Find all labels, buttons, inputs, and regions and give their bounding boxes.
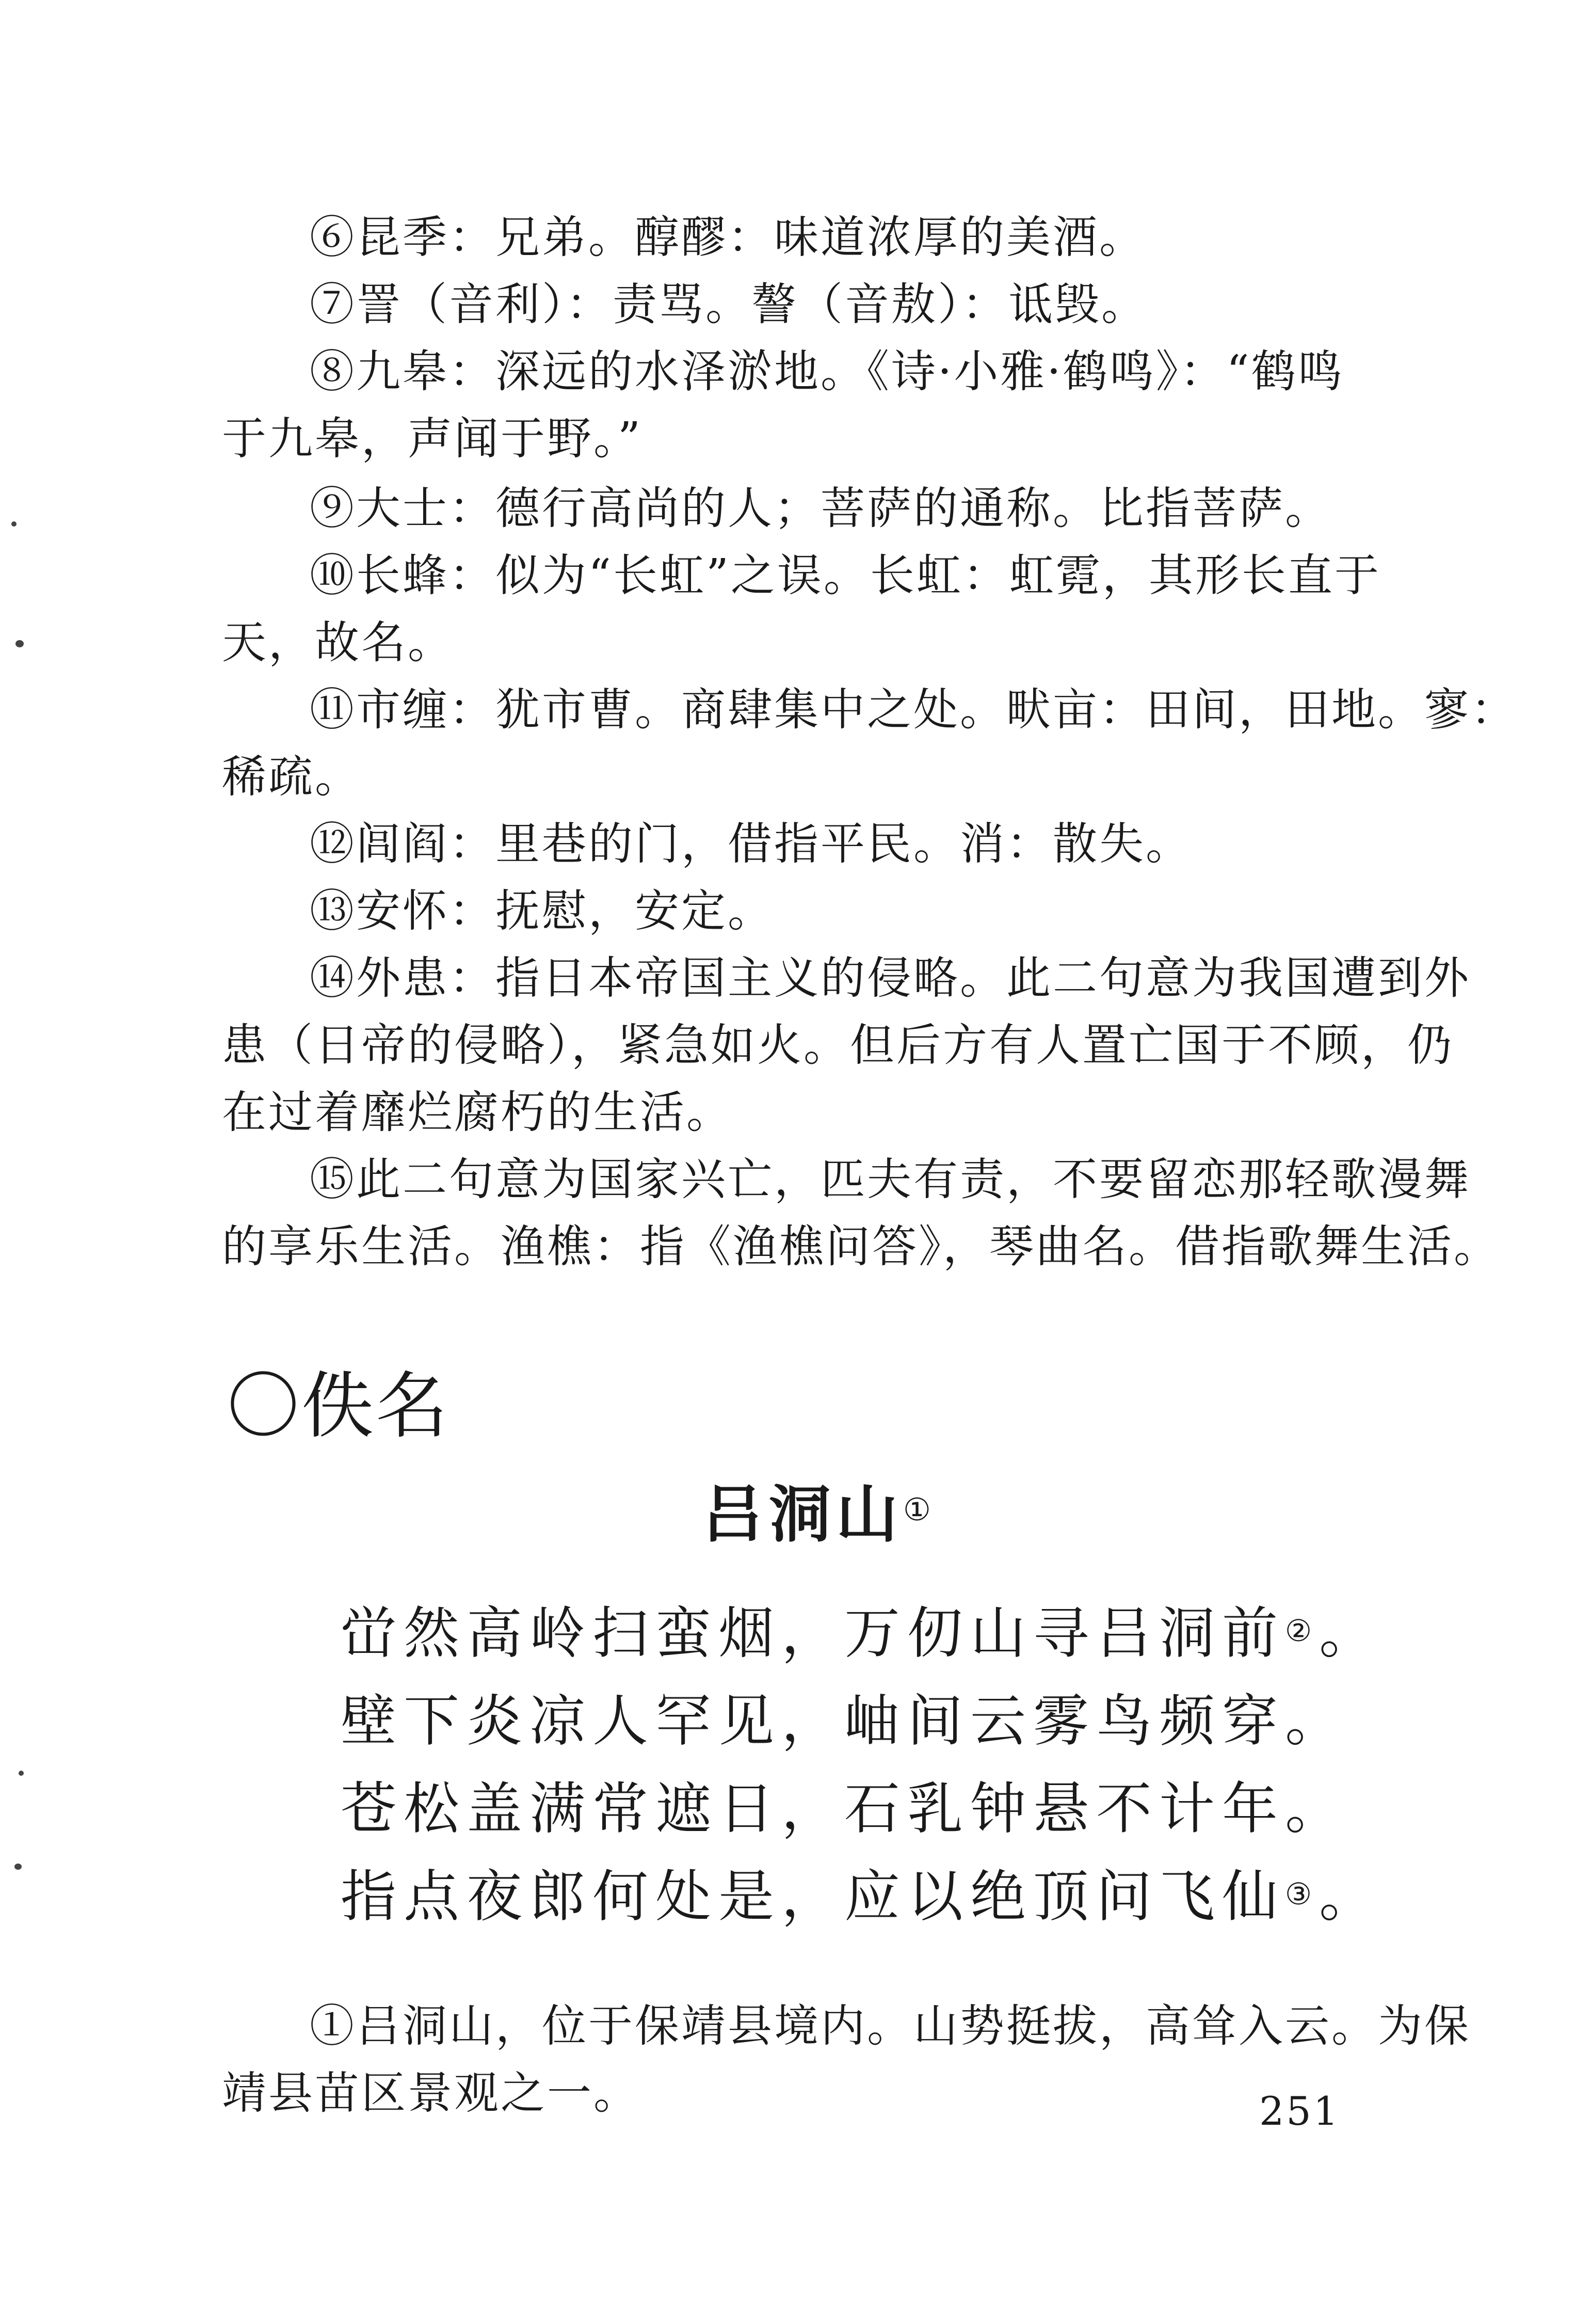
footnote-mark: ② — [1285, 1613, 1320, 1648]
note-15: ⑮此二句意为国家兴亡，匹夫有责，不要留恋那轻歌漫舞 的享乐生活。渔樵：指《渔樵问答》，琴曲名。借指歌舞生活。 — [222, 1154, 1500, 1272]
note-6: ⑥昆季：兄弟。醇醪：味道浓厚的美酒。 — [310, 212, 1146, 263]
poem-title — [702, 1476, 936, 1554]
scan-speck — [14, 1864, 22, 1870]
section-heading: 〇佚名 — [227, 1364, 451, 1448]
poem-line-3: 苍松盖满常遮日，石乳钟悬不计年。 — [341, 1777, 1348, 1841]
scan-speck — [11, 521, 17, 527]
note-10: ⑩长蜂：似为“长虹”之误。长虹：虹霓，其形长直于 天，故名。 — [222, 550, 1381, 668]
scan-speck — [15, 640, 24, 647]
note-8: ⑧九皋：深远的水泽淤地。《诗·小雅·鹤鸣》：“鹤鸣 于九皋，声闻于野。” — [222, 346, 1344, 465]
note-11: ⑪市缠：犹市曹。商肆集中之处。畎亩：田间，田地。寥： 稀疏。 — [222, 684, 1517, 803]
poem-line-4: 指点夜郎何处是，应以绝顶问飞仙③。 — [341, 1865, 1383, 1929]
poem-footnote: ①吕洞山，位于保靖县境内。山势挺拔，高耸入云。为保 靖县苗区景观之一。 — [222, 2000, 1471, 2119]
poem-title-text: 吕洞山 — [702, 1479, 903, 1551]
page-number: 251 — [1259, 2088, 1341, 2134]
poem-line-2: 壁下炎凉人罕见，岫间云雾鸟频穿。 — [341, 1689, 1348, 1754]
note-12: ⑫闾阎：里巷的门，借指平民。消：散失。 — [310, 818, 1192, 870]
scan-speck — [19, 1771, 24, 1776]
footnote-mark: ③ — [1285, 1876, 1320, 1912]
note-7: ⑦詈（音利）：责骂。謷（音敖）：诋毁。 — [310, 279, 1148, 330]
note-9: ⑨大士：德行高尚的人；菩萨的通称。比指菩萨。 — [310, 483, 1331, 534]
poem-line-1: 峃然高岭扫蛮烟，万仞山寻吕洞前②。 — [341, 1601, 1383, 1666]
poem-title-footnote-mark: ① — [903, 1492, 936, 1528]
note-14: ⑭外患：指日本帝国主义的侵略。此二句意为我国遭到外 患（日帝的侵略），紧急如火。但后方有人置亡国于不顾，仍 在过着靡烂腐朽的生活。 — [222, 952, 1471, 1138]
note-13: ⑬安怀：抚慰，安定。 — [310, 885, 774, 937]
